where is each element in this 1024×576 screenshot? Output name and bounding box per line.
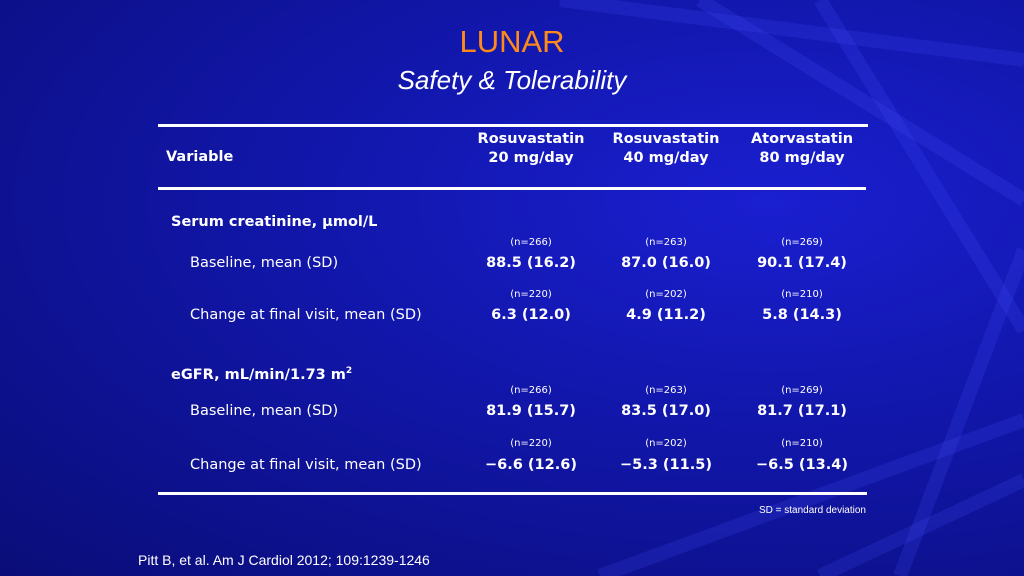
slide-subtitle: Safety & Tolerability <box>397 65 627 95</box>
cell-value: −5.3 (11.5) <box>620 457 712 473</box>
n-count: (n=263) <box>645 385 687 396</box>
cell-value: 83.5 (17.0) <box>621 403 711 419</box>
table-header-rule <box>158 187 866 190</box>
table-bottom-rule <box>158 492 867 495</box>
n-count: (n=210) <box>781 438 823 449</box>
n-count: (n=269) <box>781 385 823 396</box>
row-label: Change at final visit, mean (SD) <box>190 307 422 323</box>
n-count: (n=263) <box>645 237 687 248</box>
table-top-rule <box>158 124 868 127</box>
section-heading-egfr <box>171 362 352 384</box>
column-header-line2: 80 mg/day <box>759 150 845 166</box>
n-count: (n=210) <box>781 289 823 300</box>
row-label: Change at final visit, mean (SD) <box>190 457 422 473</box>
footnote: SD = standard deviation <box>758 505 866 516</box>
cell-value: 81.9 (15.7) <box>486 403 576 419</box>
column-header-line1: Rosuvastatin <box>477 131 585 147</box>
section-heading-creatinine: Serum creatinine, µmol/L <box>171 214 378 230</box>
n-count: (n=220) <box>510 438 552 449</box>
cell-value: 81.7 (17.1) <box>757 403 847 419</box>
cell-value: 87.0 (16.0) <box>621 255 711 271</box>
n-count: (n=202) <box>645 438 687 449</box>
column-header-atorva80 <box>732 130 872 168</box>
cell-value: 90.1 (17.4) <box>757 255 847 271</box>
column-header-line1: Atorvastatin <box>750 131 854 147</box>
header-variable: Variable <box>166 149 234 165</box>
column-header-line2: 20 mg/day <box>488 150 574 166</box>
column-header-rosu20 <box>461 130 601 168</box>
n-count: (n=266) <box>510 237 552 248</box>
column-header-rosu40 <box>596 130 736 168</box>
slide-title: LUNAR <box>459 24 565 59</box>
column-header-line1: Rosuvastatin <box>612 131 720 147</box>
cell-value: 88.5 (16.2) <box>486 255 576 271</box>
n-count: (n=269) <box>781 237 823 248</box>
row-label: Baseline, mean (SD) <box>190 255 339 271</box>
cell-value: −6.6 (12.6) <box>485 457 577 473</box>
column-header-line2: 40 mg/day <box>623 150 709 166</box>
row-label: Baseline, mean (SD) <box>190 403 339 419</box>
cell-value: 6.3 (12.0) <box>491 307 571 323</box>
n-count: (n=266) <box>510 385 552 396</box>
cell-value: −6.5 (13.4) <box>756 457 848 473</box>
section-heading-text: eGFR, mL/min/1.73 m <box>171 366 346 383</box>
cell-value: 5.8 (14.3) <box>762 307 842 323</box>
n-count: (n=220) <box>510 289 552 300</box>
section-heading-superscript: 2 <box>345 366 353 376</box>
n-count: (n=202) <box>645 289 687 300</box>
cell-value: 4.9 (11.2) <box>626 307 706 323</box>
citation: Pitt B, et al. Am J Cardiol 2012; 109:1239-1246 <box>138 552 430 568</box>
